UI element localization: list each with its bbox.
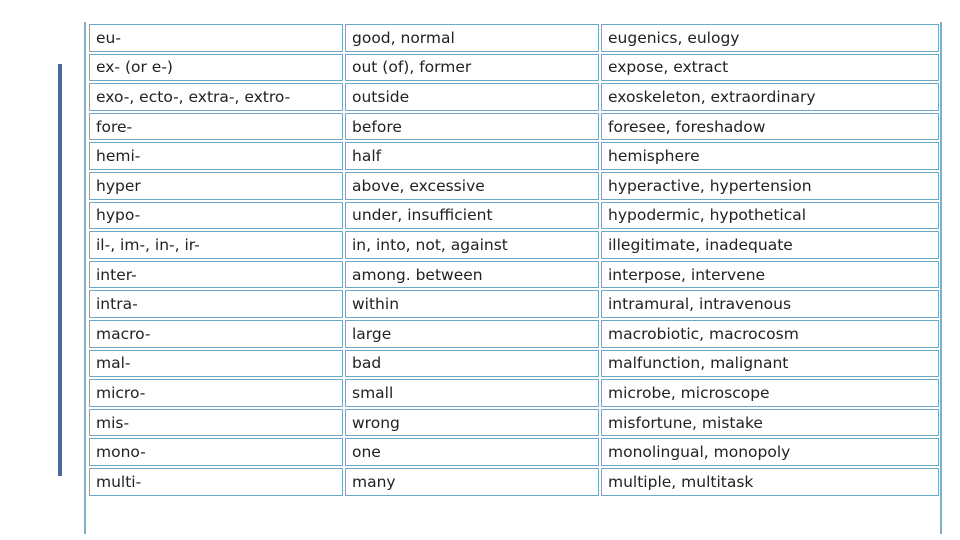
prefix-cell: intra- [89, 290, 343, 318]
table-body [89, 24, 939, 496]
meaning-cell: one [345, 438, 599, 466]
meaning-cell: large [345, 320, 599, 348]
prefix-cell: hypo- [89, 202, 343, 230]
prefix-cell: il-, im-, in-, ir- [89, 231, 343, 259]
prefix-cell: hyper [89, 172, 343, 200]
prefix-cell: multi- [89, 468, 343, 496]
examples-cell: hemisphere [601, 142, 939, 170]
examples-cell: multiple, multitask [601, 468, 939, 496]
prefix-cell: mis- [89, 409, 343, 437]
table-row [89, 202, 939, 230]
table-row [89, 409, 939, 437]
prefix-cell: macro- [89, 320, 343, 348]
prefix-cell: exo-, ecto-, extra-, extro- [89, 83, 343, 111]
prefix-cell: mono- [89, 438, 343, 466]
examples-cell: expose, extract [601, 54, 939, 82]
table-row [89, 379, 939, 407]
meaning-cell: under, insufficient [345, 202, 599, 230]
meaning-cell: half [345, 142, 599, 170]
table-row [89, 350, 939, 378]
meaning-cell: outside [345, 83, 599, 111]
meaning-cell: many [345, 468, 599, 496]
table-row [89, 172, 939, 200]
table-row [89, 142, 939, 170]
table-row [89, 468, 939, 496]
table-container [84, 22, 942, 534]
prefix-cell: eu- [89, 24, 343, 52]
examples-cell: exoskeleton, extraordinary [601, 83, 939, 111]
prefix-cell: micro- [89, 379, 343, 407]
examples-cell: intramural, intravenous [601, 290, 939, 318]
meaning-cell: bad [345, 350, 599, 378]
examples-cell: illegitimate, inadequate [601, 231, 939, 259]
prefix-cell: inter- [89, 261, 343, 289]
table-row [89, 113, 939, 141]
examples-cell: interpose, intervene [601, 261, 939, 289]
examples-cell: malfunction, malignant [601, 350, 939, 378]
meaning-cell: in, into, not, against [345, 231, 599, 259]
examples-cell: misfortune, mistake [601, 409, 939, 437]
prefix-table [87, 22, 941, 498]
meaning-cell: among. between [345, 261, 599, 289]
meaning-cell: above, excessive [345, 172, 599, 200]
table-row [89, 290, 939, 318]
table-row [89, 261, 939, 289]
meaning-cell: wrong [345, 409, 599, 437]
prefix-cell: mal- [89, 350, 343, 378]
examples-cell: hyperactive, hypertension [601, 172, 939, 200]
table-row [89, 320, 939, 348]
examples-cell: macrobiotic, macrocosm [601, 320, 939, 348]
accent-bar [58, 64, 62, 476]
meaning-cell: good, normal [345, 24, 599, 52]
table-row [89, 83, 939, 111]
meaning-cell: within [345, 290, 599, 318]
meaning-cell: small [345, 379, 599, 407]
examples-cell: foresee, foreshadow [601, 113, 939, 141]
examples-cell: eugenics, eulogy [601, 24, 939, 52]
prefix-cell: hemi- [89, 142, 343, 170]
table-row [89, 54, 939, 82]
prefix-cell: fore- [89, 113, 343, 141]
examples-cell: microbe, microscope [601, 379, 939, 407]
table-row [89, 438, 939, 466]
meaning-cell: before [345, 113, 599, 141]
examples-cell: hypodermic, hypothetical [601, 202, 939, 230]
table-row [89, 24, 939, 52]
meaning-cell: out (of), former [345, 54, 599, 82]
prefix-cell: ex- (or e-) [89, 54, 343, 82]
table-row [89, 231, 939, 259]
examples-cell: monolingual, monopoly [601, 438, 939, 466]
